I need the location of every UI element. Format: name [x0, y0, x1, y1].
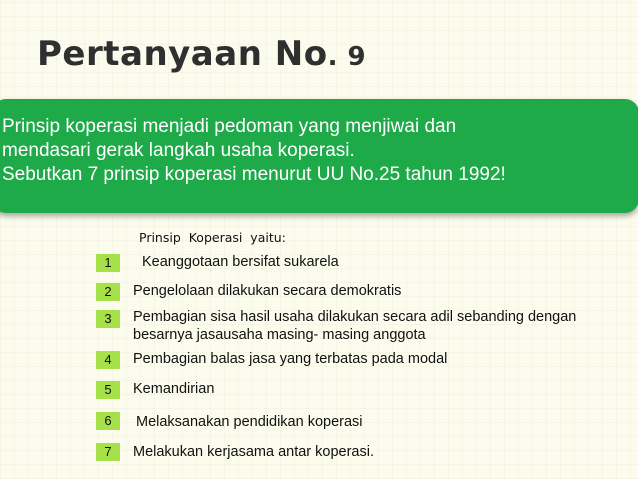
question-line: mendasari gerak langkah usaha koperasi.	[2, 140, 355, 161]
item-text: Pengelolaan dilakukan secara demokratis	[133, 283, 402, 299]
item-number-badge: 3	[96, 310, 120, 328]
title-number: . 9	[327, 42, 367, 72]
item-number-badge: 2	[96, 283, 120, 301]
item-number-badge: 4	[96, 351, 120, 369]
item-text: Pembagian balas jasa yang terbatas pada modal	[133, 351, 448, 367]
item-number-badge: 7	[96, 443, 120, 461]
item-number-badge: 1	[96, 254, 120, 272]
item-number-badge: 5	[96, 381, 120, 399]
intro-label: Prinsip Koperasi yaitu:	[139, 230, 286, 245]
title-main: Pertanyaan No	[37, 34, 328, 74]
question-line: Sebutkan 7 prinsip koperasi menurut UU No.25 tahun 1992!	[2, 164, 506, 185]
item-text: Keanggotaan bersifat sukarela	[142, 254, 339, 270]
question-line: Prinsip koperasi menjadi pedoman yang menjiwai dan	[2, 116, 457, 137]
question-box	[0, 99, 638, 213]
item-text: Kemandirian	[133, 381, 215, 397]
slide-title	[37, 34, 366, 74]
item-number-badge: 6	[96, 412, 120, 430]
item-text: Pembagian sisa hasil usaha dilakukan secara adil sebanding dengan besarnya jasausaha masing- masing anggota	[133, 309, 577, 343]
item-text: Melaksanakan pendidikan koperasi	[136, 414, 363, 430]
item-text: Melakukan kerjasama antar koperasi.	[133, 444, 374, 460]
